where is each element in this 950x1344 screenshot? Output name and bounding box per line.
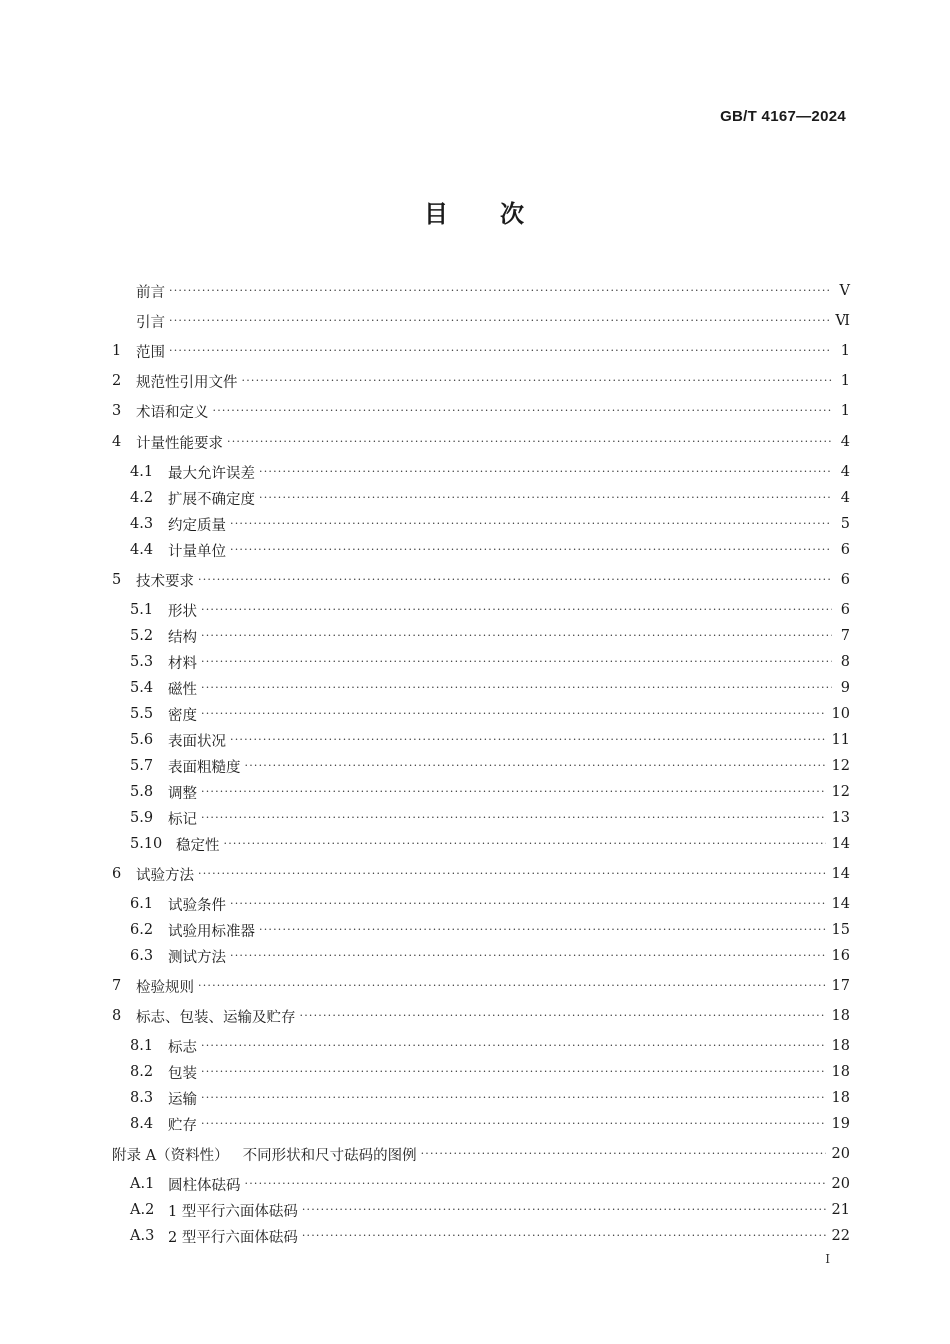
- toc-entry-number: 5.10: [130, 836, 163, 852]
- toc-entry-number: 6: [112, 866, 122, 882]
- toc-entry-label: 形状: [168, 603, 197, 620]
- toc-entry-label: 磁性: [168, 681, 197, 698]
- toc-entry[interactable]: [130, 729, 850, 751]
- toc-entry-number: 4: [112, 434, 122, 450]
- toc-entry-page: 5: [840, 516, 850, 532]
- toc-entry[interactable]: [112, 1143, 850, 1165]
- toc-entry-label: 规范性引用文件: [136, 374, 238, 391]
- toc-entry-page: 18: [831, 1064, 850, 1080]
- toc-entry-number: 5.7: [130, 758, 154, 774]
- toc-entry-label: 标志、包装、运输及贮存: [136, 1009, 296, 1026]
- toc-entry-page: 20: [831, 1146, 850, 1162]
- toc-entry-page: 18: [831, 1090, 850, 1106]
- toc-entry[interactable]: [130, 625, 850, 647]
- toc-entry-number: 8: [112, 1008, 122, 1024]
- toc-leader-dots: [245, 1173, 826, 1195]
- toc-entry-label: 调整: [168, 785, 197, 802]
- toc-leader-dots: [230, 945, 826, 967]
- toc-entry-number: 3: [112, 403, 122, 419]
- toc-entry-number: 4.1: [130, 464, 154, 480]
- toc-entry[interactable]: [112, 340, 850, 362]
- toc-entry-label: 标志: [168, 1039, 197, 1056]
- toc-entry-page: 21: [831, 1202, 850, 1218]
- toc-entry[interactable]: [130, 755, 850, 777]
- toc-entry[interactable]: [130, 945, 850, 967]
- toc-entry[interactable]: [130, 677, 850, 699]
- toc-leader-dots: [230, 539, 832, 561]
- toc-entry-label: 试验用标准器: [168, 923, 255, 940]
- toc-entry[interactable]: [130, 1225, 850, 1247]
- toc-entry-label: 计量性能要求: [136, 435, 223, 452]
- toc-entry-page: 1: [840, 373, 850, 389]
- toc-entry-number: A.2: [130, 1202, 155, 1218]
- toc-entry-label: 最大允许误差: [168, 465, 255, 482]
- toc-entry-page: 16: [831, 948, 850, 964]
- toc-leader-dots: [213, 400, 833, 422]
- toc-entry-label: 包装: [168, 1065, 197, 1082]
- toc-leader-dots: [230, 729, 826, 751]
- toc-leader-dots: [230, 513, 832, 535]
- toc-title-part2: 次: [500, 199, 526, 228]
- toc-entry-label: 结构: [168, 629, 197, 646]
- toc-entry-label: 试验方法: [136, 867, 194, 884]
- toc-entry-label: 贮存: [168, 1117, 197, 1134]
- toc-leader-dots: [302, 1225, 826, 1247]
- toc-leader-dots: [201, 703, 826, 725]
- toc-entry-page: 8: [840, 654, 850, 670]
- toc-entry-label: 技术要求: [136, 573, 194, 590]
- toc-entry[interactable]: [130, 1035, 850, 1057]
- toc-entry[interactable]: [130, 781, 850, 803]
- toc-entry[interactable]: [130, 703, 850, 725]
- toc-entry[interactable]: [112, 975, 850, 997]
- toc-entry-label: 范围: [136, 344, 165, 361]
- page-number: I: [825, 1252, 830, 1266]
- toc-entry-label: 密度: [168, 707, 197, 724]
- toc-entry-label: 稳定性: [176, 837, 220, 854]
- toc-leader-dots: [242, 370, 833, 392]
- toc-entry-label: 测试方法: [168, 949, 226, 966]
- toc-entry-number: 2: [112, 373, 122, 389]
- toc-entry-page: 12: [831, 758, 850, 774]
- toc-entry-label: 扩展不确定度: [168, 491, 255, 508]
- toc-entry-label: 检验规则: [136, 979, 194, 996]
- toc-entry-number: 8.1: [130, 1038, 154, 1054]
- toc-leader-dots: [169, 280, 832, 302]
- toc-entry-number: 5: [112, 572, 122, 588]
- toc-entry-number: 5.4: [130, 680, 154, 696]
- toc-entry-label: 术语和定义: [136, 404, 209, 421]
- toc-entry-number: 5.6: [130, 732, 154, 748]
- toc-entry[interactable]: [130, 461, 850, 483]
- toc-entry[interactable]: [130, 807, 850, 829]
- toc-entry-number: 5.2: [130, 628, 154, 644]
- toc-entry-number: 8.4: [130, 1116, 154, 1132]
- toc-leader-dots: [302, 1199, 826, 1221]
- toc-entry[interactable]: [130, 1199, 850, 1221]
- toc-entry-number: 1: [112, 343, 122, 359]
- toc-leader-dots: [201, 807, 826, 829]
- toc-leader-dots: [245, 755, 826, 777]
- toc-entry-page: 1: [840, 403, 850, 419]
- toc-entry-page: 13: [831, 810, 850, 826]
- toc-entry-label: 1 型平行六面体砝码: [168, 1203, 298, 1220]
- toc-entry-page: 12: [831, 784, 850, 800]
- toc-leader-dots: [201, 651, 832, 673]
- toc-leader-dots: [198, 975, 826, 997]
- toc-entry-number: A.3: [130, 1228, 155, 1244]
- toc-entry-label: 试验条件: [168, 897, 226, 914]
- toc-entry[interactable]: [130, 1173, 850, 1195]
- toc-leader-dots: [421, 1143, 826, 1165]
- toc-entry[interactable]: [112, 400, 850, 422]
- toc-entry[interactable]: [130, 893, 850, 915]
- toc-entry-page: 14: [831, 836, 850, 852]
- toc-entry-number: 6.2: [130, 922, 154, 938]
- toc-entry-label: 表面粗糙度: [168, 759, 241, 776]
- toc-entry-page: 6: [840, 542, 850, 558]
- toc-leader-dots: [230, 893, 826, 915]
- document-code: GB/T 4167—2024: [720, 108, 846, 125]
- toc-leader-dots: [259, 461, 832, 483]
- toc-entry[interactable]: [130, 1087, 850, 1109]
- toc-entry-number: A.1: [130, 1176, 155, 1192]
- toc-leader-dots: [201, 1087, 826, 1109]
- toc-entry[interactable]: [112, 569, 850, 591]
- toc-entry-label: 不同形状和尺寸砝码的图例: [242, 1147, 417, 1164]
- toc-entry-page: V: [839, 283, 850, 299]
- toc-entry[interactable]: [130, 539, 850, 561]
- toc-leader-dots: [198, 863, 826, 885]
- toc-entry-page: 11: [831, 732, 850, 748]
- toc-entry-number: 5.8: [130, 784, 154, 800]
- toc-entry-number: 4.3: [130, 516, 154, 532]
- toc-entry-number: 5.1: [130, 602, 154, 618]
- toc-entry[interactable]: [112, 863, 850, 885]
- toc-entry[interactable]: [130, 1061, 850, 1083]
- toc-entry-label: 表面状况: [168, 733, 226, 750]
- toc-entry-number: 6.1: [130, 896, 154, 912]
- toc-entry-number: 8.2: [130, 1064, 154, 1080]
- toc-entry-number: 附录 A（资料性）: [112, 1147, 229, 1164]
- toc-leader-dots: [259, 487, 832, 509]
- toc-leader-dots: [201, 599, 832, 621]
- toc-entry[interactable]: [130, 833, 850, 855]
- toc-entry[interactable]: [112, 370, 850, 392]
- toc-leader-dots: [169, 340, 832, 362]
- toc-entry-page: 19: [831, 1116, 850, 1132]
- toc-entry[interactable]: [112, 280, 850, 302]
- toc-entry-number: 6.3: [130, 948, 154, 964]
- toc-entry-label: 标记: [168, 811, 197, 828]
- toc-entry-page: 10: [831, 706, 850, 722]
- toc-entry-label: 计量单位: [168, 543, 226, 560]
- toc-entry-label: 2 型平行六面体砝码: [168, 1229, 298, 1246]
- toc-entry-label: 圆柱体砝码: [168, 1177, 241, 1194]
- toc-entry[interactable]: [112, 431, 850, 453]
- toc-entry-page: Ⅵ: [835, 313, 850, 329]
- toc-leader-dots: [201, 625, 832, 647]
- toc-leader-dots: [201, 1035, 826, 1057]
- toc-entry-page: 14: [831, 866, 850, 882]
- toc-entry[interactable]: [130, 1113, 850, 1135]
- toc-entry-page: 18: [831, 1038, 850, 1054]
- toc-leader-dots: [198, 569, 832, 591]
- toc-leader-dots: [201, 1113, 826, 1135]
- toc-entry[interactable]: [130, 651, 850, 673]
- toc-entry[interactable]: [130, 487, 850, 509]
- toc-entry-page: 15: [831, 922, 850, 938]
- toc-entry-label: 材料: [168, 655, 197, 672]
- toc-entry-label: 运输: [168, 1091, 197, 1108]
- toc-entry-page: 17: [831, 978, 850, 994]
- toc-leader-dots: [201, 677, 832, 699]
- toc-entry-number: 5.9: [130, 810, 154, 826]
- toc-entry-number: 5.5: [130, 706, 154, 722]
- toc-entry-number: 5.3: [130, 654, 154, 670]
- toc-entry-page: 4: [840, 490, 850, 506]
- toc-entry-page: 20: [831, 1176, 850, 1192]
- toc-entry-page: 6: [840, 572, 850, 588]
- toc-leader-dots: [300, 1005, 826, 1027]
- toc-entry-page: 22: [831, 1228, 850, 1244]
- toc-entry-page: 9: [840, 680, 850, 696]
- toc-entry-label: 前言: [136, 284, 165, 301]
- toc-entry[interactable]: [130, 919, 850, 941]
- toc-leader-dots: [169, 310, 829, 332]
- toc-entry-page: 6: [840, 602, 850, 618]
- toc-entry[interactable]: [112, 310, 850, 332]
- toc-entry-page: 7: [840, 628, 850, 644]
- toc-title-part1: 目: [424, 199, 450, 228]
- toc-entry-label: 约定质量: [168, 517, 226, 534]
- toc-leader-dots: [224, 833, 826, 855]
- toc-entry-number: 7: [112, 978, 122, 994]
- toc-leader-dots: [227, 431, 832, 453]
- toc-entry-page: 1: [840, 343, 850, 359]
- toc-entry-page: 4: [840, 464, 850, 480]
- toc-leader-dots: [201, 781, 826, 803]
- toc-entry[interactable]: [130, 599, 850, 621]
- toc-entry-label: 引言: [136, 314, 165, 331]
- toc-leader-dots: [259, 919, 826, 941]
- toc-entry[interactable]: [112, 1005, 850, 1027]
- toc-entry-page: 4: [840, 434, 850, 450]
- toc-leader-dots: [201, 1061, 826, 1083]
- toc-entry-number: 4.4: [130, 542, 154, 558]
- toc-entry-page: 18: [831, 1008, 850, 1024]
- toc-entry-number: 8.3: [130, 1090, 154, 1106]
- toc-entry[interactable]: [130, 513, 850, 535]
- toc-entry-number: 4.2: [130, 490, 154, 506]
- toc-entry-page: 14: [831, 896, 850, 912]
